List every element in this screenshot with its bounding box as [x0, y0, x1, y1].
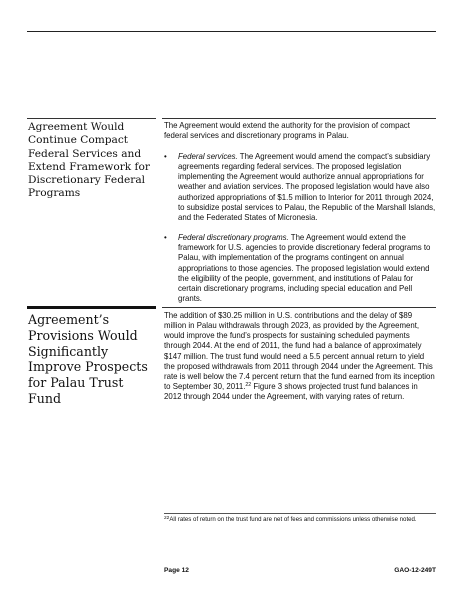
- section2-paragraph: [164, 311, 436, 402]
- footnote-rule: [164, 513, 436, 514]
- section1-side-heading: Agreement Would Continue Compact Federal Services and Extend Framework for Discretionary Federal Programs: [28, 121, 150, 200]
- bullet-text: The Agreement would amend the compact’s subsidiary agreements regarding federal services. The proposed legislation implementing the Agreement would authorize annual appropriations for weather and aviation services. The proposed legislation would have also authorized appropriations of $1.5 million to Interior for 2011 through 2024, to subsidize postal services to Palau, the Republic of the Marshall Islands, and the Federated States of Micronesia.: [178, 152, 436, 222]
- section2-body-rule: [162, 307, 436, 308]
- footnote-text: All rates of return on the trust fund are net of fees and commissions unless otherwise noted.: [169, 516, 417, 523]
- section1-bullet-list: [164, 152, 436, 304]
- section1-heading-rule: [27, 118, 156, 119]
- footnote-reference[interactable]: 22: [245, 382, 252, 389]
- bullet-federal-services: [164, 152, 436, 223]
- bullet-federal-discretionary-programs: [164, 233, 436, 304]
- section2-text-part1: The addition of $30.25 million in U.S. contributions and the delay of $89 million in Palau withdrawals through 2023, as provided by the Agreement, would improve the fund’s prospects for sustaining scheduled payments through 2044. At the end of 2011, the fund had a balance of approximately $147 million. The trust fund would need a 5.5 percent annual return to yield the proposed withdrawals from 2011 through 2044 under the Agreement. This rate is well below the 7.4 percent return that the fund earned from its inception to September 30, 2011.: [164, 311, 435, 392]
- section1-intro-paragraph: The Agreement would extend the authority for the provision of compact federal services and discretionary programs in Palau.: [164, 121, 410, 141]
- footnote-number: 22: [164, 516, 170, 521]
- section2-side-heading: Agreement’s Provisions Would Significantly Improve Prospects for Palau Trust Fund: [28, 312, 148, 406]
- bullet-text: The Agreement would extend the framework for U.S. agencies to provide discretionary federal programs to Palau, with implementation of the programs contingent on annual appropriations to those agencies. The proposed legislation would extend the eligibility of the people, government, and institutions of Palau for certain discretionary programs, including special education and Pell grants.: [178, 233, 431, 304]
- section1-body-rule: [162, 118, 436, 119]
- page-number: Page 12: [164, 567, 189, 574]
- bullet-term: Federal services.: [178, 152, 238, 161]
- report-number: GAO-12-249T: [394, 567, 436, 574]
- top-rule: [27, 31, 436, 32]
- bullet-term: Federal discretionary programs.: [178, 233, 289, 243]
- section2-text-part2: Figure 3 shows projected trust fund balances in 2012 through 2044 under the Agreement, with varying rates of return.: [164, 382, 418, 402]
- footnote: [164, 516, 436, 524]
- bullet-dot-icon: •: [164, 152, 167, 161]
- section2-heading-rule: [27, 306, 156, 309]
- bullet-dot-icon: •: [164, 233, 167, 243]
